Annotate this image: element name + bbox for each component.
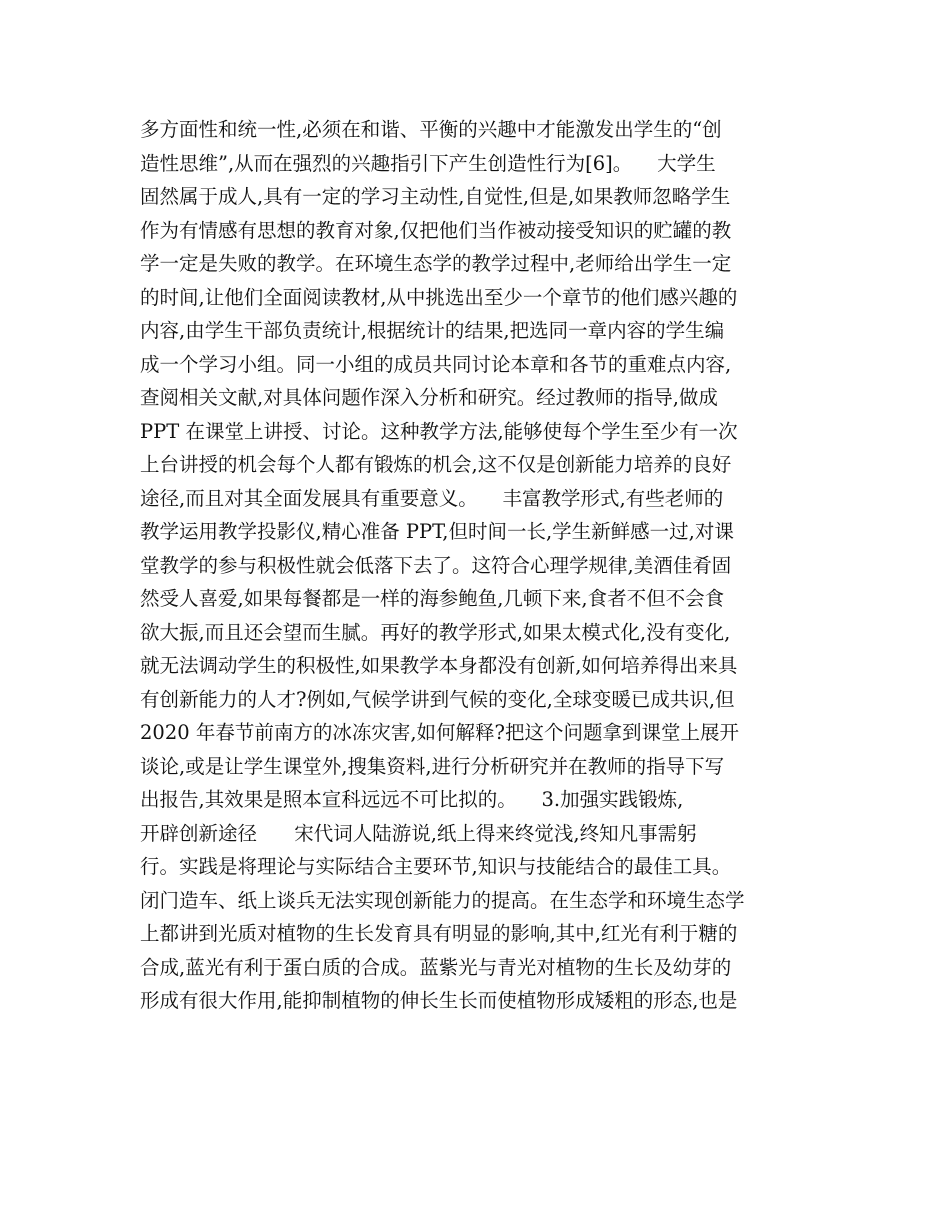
text-line: 教学运用教学投影仪,精心准备 PPT,但时间一长,学生新鲜感一过,对课	[140, 520, 734, 543]
body-text	[140, 113, 820, 1018]
text-line: 内容,由学生干部负责统计,根据统计的结果,把选同一章内容的学生编	[140, 319, 725, 342]
text-line: 成一个学习小组。同一小组的成员共同讨论本章和各节的重难点内容,	[140, 352, 732, 376]
text-line: 有创新能力的人才?例如,气候学讲到气候的变化,全球变暖已成共识,但	[140, 687, 735, 711]
text-line: 固然属于成人,具有一定的学习主动性,自觉性,但是,如果教师忽略学生	[140, 185, 731, 208]
text-line: 学一定是失败的教学。在环境生态学的教学过程中,老师给出学生一定	[140, 252, 732, 275]
text-line: 造性思维”,从而在强烈的兴趣指引下产生创造性行为[6]。 大学生	[140, 151, 716, 175]
text-line: 谈论,或是让学生课堂外,搜集资料,进行分析研究并在教师的指导下写	[140, 754, 725, 778]
text-line: 开辟创新途径 宋代词人陆游说,纸上得来终觉浅,终知凡事需躬	[140, 821, 697, 845]
text-line: 行。实践是将理论与实际结合主要环节,知识与技能结合的最佳工具。	[140, 855, 732, 878]
text-line: 多方面性和统一性,必须在和谐、平衡的兴趣中才能激发出学生的“创	[140, 118, 722, 141]
text-line: 查阅相关文献,对具体问题作深入分析和研究。经过教师的指导,做成	[140, 386, 718, 409]
text-line: 上台讲授的机会每个人都有锻炼的机会,这不仅是创新能力培养的良好	[140, 453, 732, 476]
text-line: 就无法调动学生的积极性,如果教学本身都没有创新,如何培养得出来具	[140, 654, 738, 677]
text-line: 的时间,让他们全面阅读教材,从中挑选出至少一个章节的他们感兴趣的	[140, 285, 738, 309]
text-line: 堂教学的参与积极性就会低落下去了。这符合心理学规律,美酒佳肴固	[140, 553, 732, 577]
text-line: 途径,而且对其全面发展具有重要意义。 丰富教学形式,有些老师的	[140, 486, 724, 510]
text-line: 闭门造车、纸上谈兵无法实现创新能力的提高。在生态学和环境生态学	[140, 888, 745, 912]
text-line: 出报告,其效果是照本宣科远远不可比拟的。 3.加强实践锻炼,	[140, 788, 684, 811]
text-line: 然受人喜爱,如果每餐都是一样的海参鲍鱼,几顿下来,食者不但不会食	[140, 587, 725, 610]
text-line: 作为有情感有思想的教育对象,仅把他们当作被动接受知识的贮罐的教	[140, 218, 732, 242]
text-line: PPT 在课堂上讲授、讨论。这种教学方法,能够使每个学生至少有一次	[140, 419, 738, 443]
text-line: 欲大振,而且还会望而生腻。再好的教学形式,如果太模式化,没有变化,	[140, 620, 731, 644]
text-line: 形成有很大作用,能抑制植物的伸长生长而使植物形成矮粗的形态,也是	[140, 989, 738, 1012]
text-line: 上都讲到光质对植物的生长发育具有明显的影响,其中,红光有利于糖的	[140, 922, 738, 945]
text-line: 2020 年春节前南方的冰冻灾害,如何解释?把这个问题拿到课堂上展开	[140, 721, 739, 744]
text-line: 合成,蓝光有利于蛋白质的合成。蓝紫光与青光对植物的生长及幼芽的	[140, 955, 732, 979]
